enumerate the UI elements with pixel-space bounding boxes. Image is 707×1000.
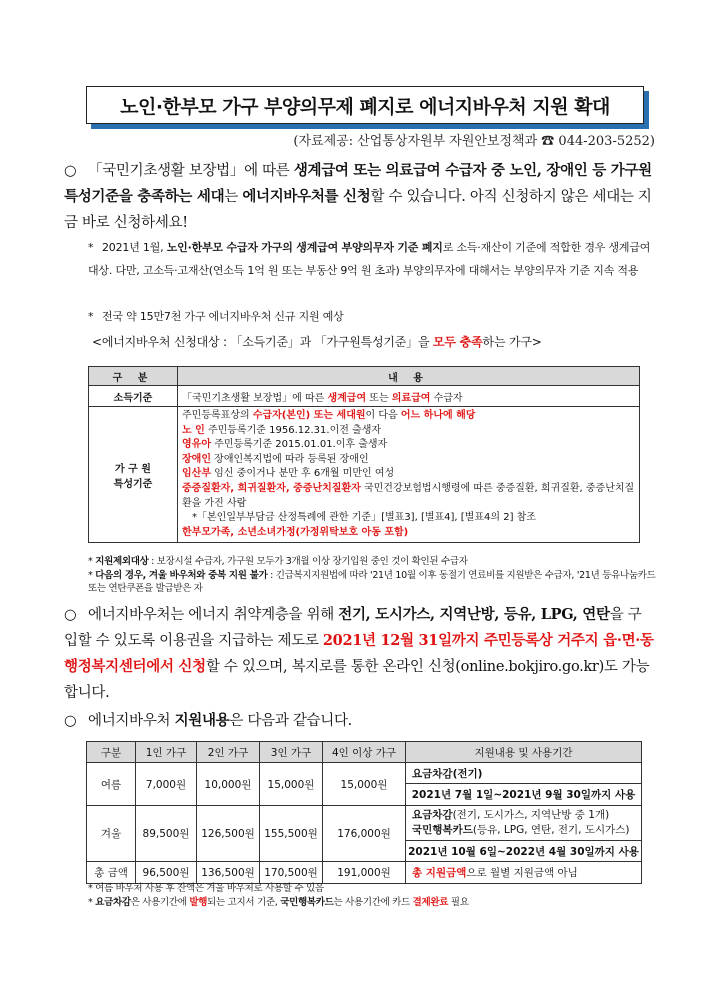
criteria-line: 한부모가족, 소년소녀가정(가정위탁보호 아동 포함)	[182, 526, 409, 538]
text: 수급자	[430, 392, 463, 404]
red-text: 생계급여	[327, 392, 367, 404]
table-row: 겨울 89,500원 126,500원 155,500원 176,000원 요금차감(전기, 도시가스, 지역난방 중 1개) 국민행복카드(등유, LPG, 연탄, 전기, 도시가스)	[87, 806, 642, 841]
support-table	[86, 741, 642, 884]
text: 할 수 있습니다. 아직 신청하지 않은 세대는 지금 바로 신청하세요!	[64, 189, 652, 231]
criteria-line: 장애인 장애인복지법에 따라 등록된 장애인	[182, 453, 369, 465]
row-label: 소득기준	[89, 386, 178, 407]
footnote-usage: * 요금차감은 사용기간에 발행되는 고지서 기준, 국민행복카드는 사용기간에 카드 결제완료 필요	[88, 897, 469, 908]
footnote-duplicate: * 다음의 경우, 겨울 바우처와 중복 지원 불가 : 긴급복지지원법에 따라 '21년 10월 이후 동절기 연료비를 지원받은 수급자, '21년 등유나눔카드 또는 연탄쿠폰을 발급받은 자	[88, 570, 656, 594]
text: 전국 약 15만7천 가구 에너지바우처 신규 지원 예상	[102, 310, 344, 323]
header-cell: 내 용	[178, 367, 640, 386]
table-row: 2021년 10월 6일~2022년 4월 30일까지 사용	[87, 841, 642, 862]
footnote-remaining: * 여름 바우처 사용 후 잔액은 겨울 바우처로 사용할 수 있음	[88, 883, 324, 894]
text: 하는 가구>	[482, 335, 542, 349]
bullet: ○	[64, 607, 77, 623]
row-label: 가 구 원 특성기준	[89, 407, 178, 543]
note-expected	[88, 305, 658, 328]
bold-text: 생계급여 또는 의료급여 수급자 중 노인, 장애인 등 가구원 특성기준을 충족하는 세대	[64, 162, 652, 205]
note-star: *	[88, 310, 94, 323]
eligibility-heading	[92, 333, 542, 350]
page-title: 노인·한부모 가구 부양의무제 폐지로 에너지바우처 지원 확대	[120, 95, 610, 118]
criteria-line: *「본인일부부담금 산정특례에 관한 기준」[별표3], [별표4], [별표4의 2] 참조	[192, 512, 536, 524]
note-abolition	[88, 236, 658, 282]
text: <에너지바우처 신청대상 : 「소득기준」과 「가구원특성기준」을	[92, 335, 433, 349]
text: 로 소득·재산이 기준에 적합한 경우 생계급여 대상. 다만, 고소득·고재산(연소득 1억 원 또는 부동산 9억 원 초과) 부양의무자에 대해서는 부양의무자 기준 지속 적용	[88, 241, 651, 277]
criteria-line: 영유아 주민등록기준 2015.01.01.이후 출생자	[182, 439, 388, 451]
source-line: (자료제공: 산업통상자원부 자원안보정책과 ☎ 044-203-5252)	[293, 134, 655, 149]
table-row: 총 금액 96,500원 136,500원 170,500원 191,000원 총 지원금액으로 월별 지원금액 아님	[87, 862, 642, 884]
bullet: ○	[64, 163, 77, 179]
text: 는	[224, 189, 243, 205]
criteria-line: 임산부 임신 중이거나 분만 후 6개월 미만인 여성	[182, 468, 395, 480]
bold-text: 노인·한부모 수급자 가구의 생계급여 부양의무자 기준 폐지	[166, 241, 443, 254]
paragraph-voucher: ○ 에너지바우처는 에너지 취약계층을 위해 전기, 도시가스, 지역난방, 등유, LPG, 연탄을 구입할 수 있도록 이용권을 지급하는 제도로 2021년 12월 31일까지 주민등록상 거주지 읍·면·동 행정복지센터에서 신청할 수 있으며, 복지로를 통한 온라인 신청(online.bokjiro.go.kr)도 가능합니다.	[64, 602, 654, 706]
table-row	[89, 386, 640, 407]
text: 또는	[366, 392, 392, 404]
criteria-line: 주민등록표상의 수급자(본인) 또는 세대원이 다음 어느 하나에 해당	[182, 410, 476, 421]
red-text: 의료급여	[391, 392, 431, 404]
criteria-line: 노 인 주민등록기준 1956.12.31.이전 출생자	[182, 424, 382, 436]
bold-text: 에너지바우처를 신청	[242, 188, 371, 205]
table-row	[89, 407, 640, 543]
footnote-excluded: * 지원제외대상 : 보장시설 수급자, 가구원 모두가 3개월 이상 장기입원 중인 것이 확인된 수급자	[88, 556, 468, 567]
member-criteria	[178, 407, 640, 543]
table-header-row	[89, 367, 640, 386]
bullet: ○	[64, 713, 77, 729]
table-header-row: 구분 1인 가구 2인 가구 3인 가구 4인 이상 가구 지원내용 및 사용기간	[87, 742, 642, 763]
text: 2021년 1월,	[102, 241, 167, 254]
criteria-line: 중증질환자, 희귀질환자, 중증난치질환자 국민건강보험법시행령에 따른 중증질환, 희귀질환, 중증난치질환을 가진 사람	[182, 482, 635, 509]
income-criteria	[178, 386, 640, 407]
table-row: 여름 7,000원 10,000원 15,000원 15,000원 요금차감(전기)	[87, 763, 642, 784]
title-box	[86, 86, 644, 124]
paragraph-support: ○ 에너지바우처 지원내용은 다음과 같습니다.	[64, 708, 654, 734]
red-text: 모두 충족	[433, 335, 483, 349]
header-cell: 구 분	[89, 367, 178, 386]
eligibility-table	[88, 366, 640, 543]
paragraph-eligibility	[64, 158, 654, 236]
table-row: 2021년 7월 1일~2021년 9월 30일까지 사용	[87, 784, 642, 806]
text: 「국민기초생활 보장법」에 따른	[88, 163, 294, 179]
text: 「국민기초생활 보장법」에 따른	[182, 392, 328, 404]
note-star: *	[88, 241, 94, 254]
